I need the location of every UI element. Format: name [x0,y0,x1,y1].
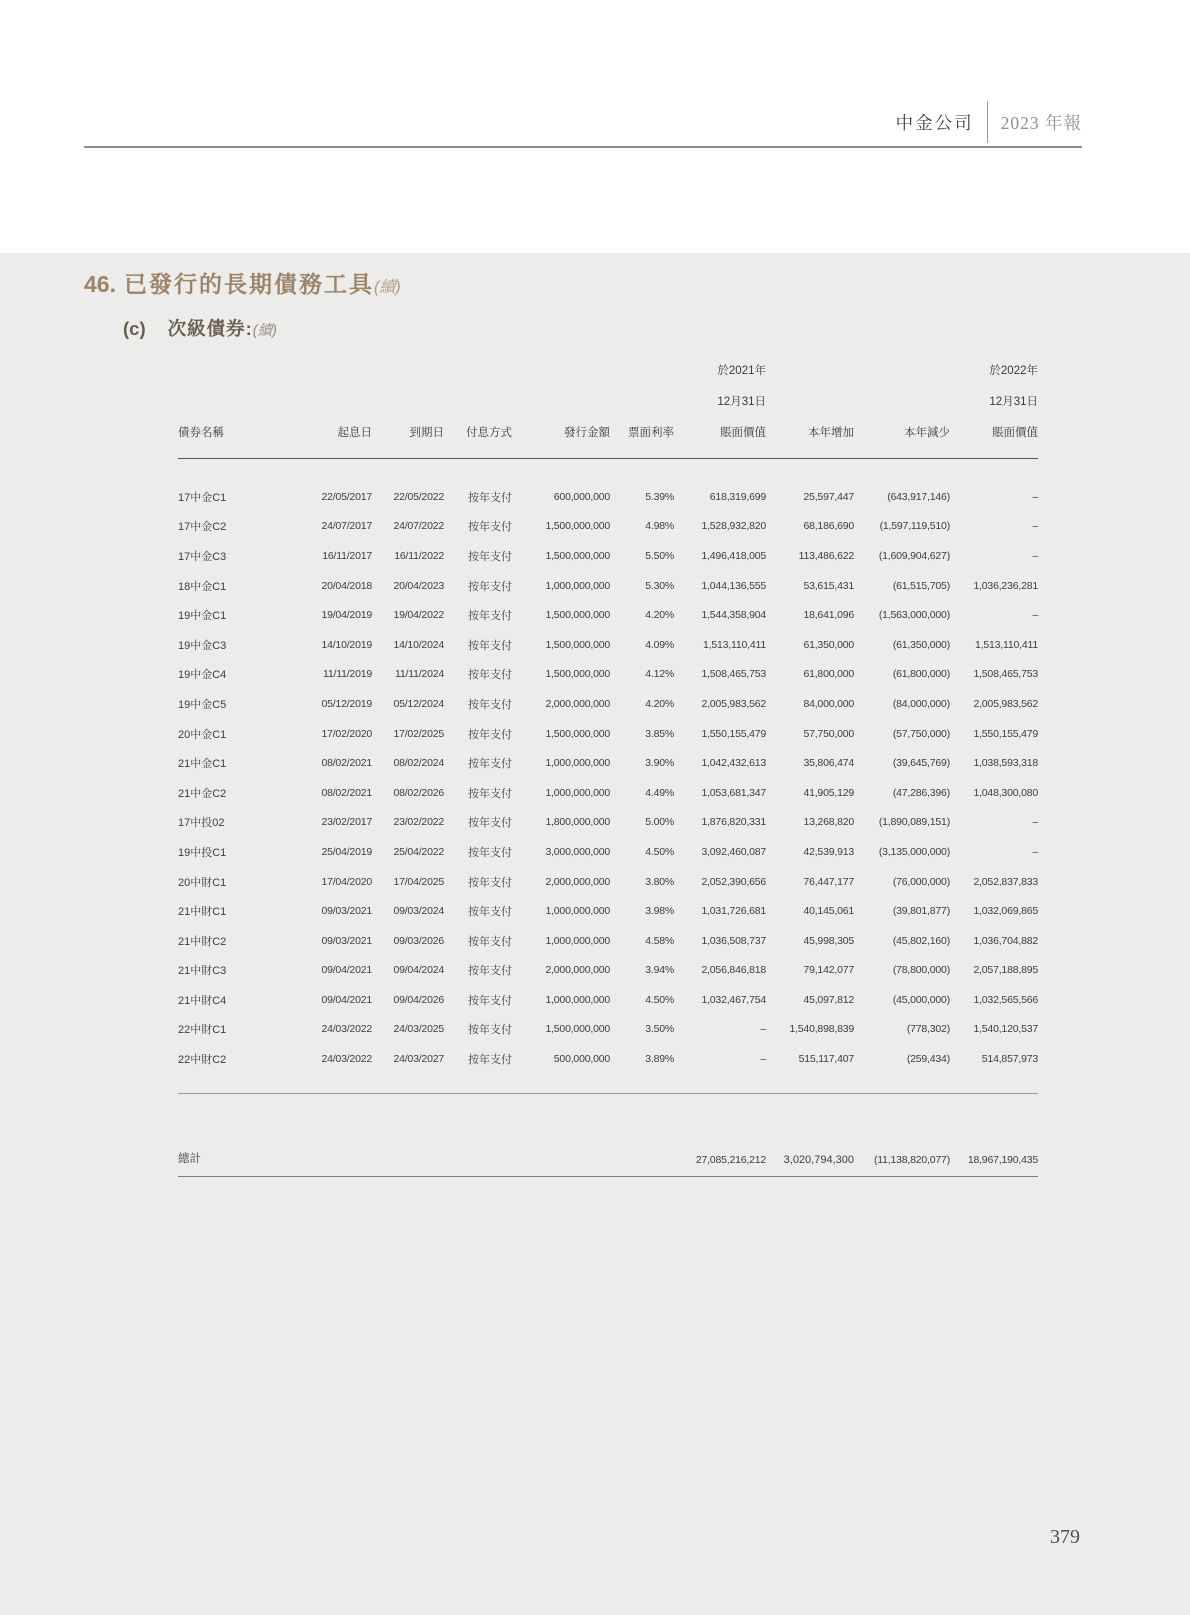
cell-pay_method: 按年支付 [468,758,512,771]
total-empty-cells [288,1093,674,1176]
company-name: 中金公司 [895,112,974,133]
cell-issue_amount: 1,000,000,000 [545,905,610,918]
cell-value_2021: 2,052,390,656 [701,875,766,888]
cell-maturity_date: 22/05/2022 [393,490,444,503]
total-decrease: (11,138,820,077) [854,1093,950,1176]
cell-issue_amount: 1,500,000,000 [545,520,610,533]
cell-coupon_rate: 3.80% [645,875,674,888]
table-header [178,356,1038,459]
cell-pay_method: 按年支付 [468,935,512,948]
cell-pay_method: 按年支付 [468,906,512,919]
col-header-bond-name: 債券名稱 [178,356,288,459]
cell-value_2022: 1,048,300,080 [973,786,1038,799]
cell-value_2022: 1,036,236,281 [973,579,1038,592]
cell-increase: 84,000,000 [803,697,854,710]
cell-value_2021: 1,508,465,753 [701,668,766,681]
cell-start_date: 17/02/2020 [321,727,372,740]
cell-value_2022: 2,005,983,562 [973,697,1038,710]
total-value-2022: 18,967,190,435 [950,1093,1038,1176]
bond-row [178,837,1038,867]
cell-pay_method: 按年支付 [468,787,512,800]
cell-decrease: (61,350,000) [892,638,950,651]
cell-maturity_date: 16/11/2022 [394,549,444,562]
cell-start_date: 17/04/2020 [321,875,372,888]
cell-coupon_rate: 4.20% [645,697,674,710]
cell-name: 17中金C2 [178,521,227,534]
cell-increase: 40,145,061 [803,905,854,918]
cell-value_2022: 1,550,155,479 [973,727,1038,740]
cell-increase: 53,615,431 [803,579,854,592]
cell-issue_amount: 1,000,000,000 [545,757,610,770]
cell-issue_amount: 500,000,000 [553,1053,610,1066]
section-title [84,266,401,299]
cell-value_2022: 2,052,837,833 [973,875,1038,888]
bond-row [178,482,1038,512]
col-header-increase: 本年增加 [766,356,854,459]
cell-maturity_date: 23/02/2022 [393,816,444,829]
bond-row [178,571,1038,601]
cell-name: 21中財C3 [178,965,227,978]
cell-value_2022: – [1032,609,1038,622]
cell-pay_method: 按年支付 [468,1054,512,1067]
cell-coupon_rate: 4.58% [645,934,674,947]
cell-issue_amount: 1,000,000,000 [545,934,610,947]
col-header-value-2021: 於2021年 12月31日 賬面價值 [674,356,766,459]
cell-coupon_rate: 3.89% [645,1053,674,1066]
cell-value_2022: 1,032,069,865 [973,905,1038,918]
cell-value_2021: 1,053,681,347 [701,786,766,799]
cell-name: 21中財C4 [178,994,227,1007]
cell-decrease: (39,801,877) [892,905,950,918]
cell-value_2022: 1,540,120,537 [973,1023,1038,1036]
cell-start_date: 22/05/2017 [321,490,372,503]
cell-coupon_rate: 3.90% [645,757,674,770]
cell-increase: 13,268,820 [803,816,854,829]
cell-coupon_rate: 3.98% [645,905,674,918]
cell-value_2022: 1,508,465,753 [973,668,1038,681]
cell-coupon_rate: 4.49% [645,786,674,799]
cell-value_2022: 1,032,565,566 [973,993,1038,1006]
cell-maturity_date: 19/04/2022 [393,609,444,622]
cell-pay_method: 按年支付 [468,491,512,504]
cell-pay_method: 按年支付 [468,550,512,563]
cell-value_2021: 1,032,467,754 [701,993,766,1006]
cell-issue_amount: 1,000,000,000 [545,786,610,799]
cell-coupon_rate: 3.85% [645,727,674,740]
cell-start_date: 09/03/2021 [321,905,372,918]
subordinated-bonds-table [178,356,1038,1177]
cell-start_date: 09/04/2021 [321,964,372,977]
cell-coupon_rate: 3.94% [645,964,674,977]
col-header-decrease: 本年減少 [854,356,950,459]
cell-increase: 45,097,812 [803,993,854,1006]
cell-decrease: (57,750,000) [892,727,950,740]
cell-name: 22中財C2 [178,1054,227,1067]
cell-name: 18中金C1 [178,580,227,593]
subsection-title [123,315,277,341]
cell-value_2021: 2,056,846,818 [701,964,766,977]
cell-maturity_date: 09/03/2024 [393,905,444,918]
cell-start_date: 20/04/2018 [321,579,372,592]
cell-value_2021: 1,528,932,820 [701,520,766,533]
cell-decrease: (61,515,705) [892,579,950,592]
cell-coupon_rate: 4.50% [645,845,674,858]
cell-increase: 35,806,474 [803,757,854,770]
cell-decrease: (1,563,000,000) [878,609,950,622]
total-row [178,1093,1038,1176]
bond-row [178,1044,1038,1074]
cell-coupon_rate: 5.30% [645,579,674,592]
cell-increase: 42,539,913 [803,845,854,858]
cell-value_2021: 1,876,820,331 [701,816,766,829]
cell-increase: 76,447,177 [803,875,854,888]
cell-issue_amount: 1,800,000,000 [545,816,610,829]
cell-issue_amount: 1,500,000,000 [545,727,610,740]
cell-issue_amount: 1,000,000,000 [545,579,610,592]
col-header-value-2022: 於2022年 12月31日 賬面價值 [950,356,1038,459]
cell-name: 21中金C1 [178,758,227,771]
cell-pay_method: 按年支付 [468,876,512,889]
cell-start_date: 09/04/2021 [321,993,372,1006]
col-header-pay-method: 付息方式 [444,356,512,459]
cell-start_date: 24/03/2022 [321,1053,372,1066]
cell-value_2021: – [760,1053,766,1066]
cell-coupon_rate: 4.20% [645,609,674,622]
cell-increase: 113,486,622 [798,549,854,562]
cell-name: 21中財C1 [178,906,227,919]
table-body [178,459,1038,1094]
cell-pay_method: 按年支付 [468,1024,512,1037]
cell-maturity_date: 09/03/2026 [393,934,444,947]
subsection-continued-label: (續) [252,323,277,339]
cell-issue_amount: 1,500,000,000 [545,1023,610,1036]
cell-decrease: (1,609,904,627) [878,549,950,562]
cell-coupon_rate: 5.50% [645,549,674,562]
cell-pay_method: 按年支付 [468,521,512,534]
cell-coupon_rate: 4.50% [645,993,674,1006]
cell-maturity_date: 11/11/2024 [395,668,444,681]
cell-value_2022: – [1032,549,1038,562]
subsection-title-text: 次級債券: [167,318,253,339]
cell-pay_method: 按年支付 [468,817,512,830]
cell-value_2021: 2,005,983,562 [701,697,766,710]
cell-decrease: (1,597,119,510) [879,520,950,533]
page-number: 379 [1050,1526,1080,1548]
cell-start_date: 05/12/2019 [321,697,372,710]
cell-decrease: (45,802,160) [892,934,950,947]
cell-pay_method: 按年支付 [468,639,512,652]
cell-issue_amount: 3,000,000,000 [545,845,610,858]
cell-pay_method: 按年支付 [468,669,512,682]
cell-name: 17中投02 [178,817,225,830]
cell-increase: 68,186,690 [803,520,854,533]
cell-maturity_date: 17/02/2025 [393,727,444,740]
bond-row [178,689,1038,719]
bond-row [178,512,1038,542]
cell-value_2021: 1,544,358,904 [701,609,766,622]
report-year: 2023 年報 [1000,112,1082,133]
cell-start_date: 14/10/2019 [321,638,372,651]
cell-start_date: 08/02/2021 [321,757,372,770]
cell-decrease: (3,135,000,000) [878,845,950,858]
cell-issue_amount: 1,500,000,000 [545,638,610,651]
cell-decrease: (39,645,769) [892,757,950,770]
total-value-2021: 27,085,216,212 [674,1093,766,1176]
bond-row [178,867,1038,897]
cell-issue_amount: 1,500,000,000 [545,668,610,681]
spacer-row [178,1074,1038,1094]
cell-increase: 79,142,077 [803,964,854,977]
cell-start_date: 24/03/2022 [321,1023,372,1036]
cell-increase: 45,998,305 [803,934,854,947]
col-header-start-date: 起息日 [288,356,372,459]
bond-row [178,778,1038,808]
cell-maturity_date: 17/04/2025 [393,875,444,888]
cell-decrease: (259,434) [906,1053,950,1066]
bond-row [178,660,1038,690]
cell-pay_method: 按年支付 [468,728,512,741]
bond-row [178,985,1038,1015]
cell-value_2022: – [1032,490,1038,503]
cell-name: 21中金C2 [178,787,227,800]
header-divider [987,101,988,143]
cell-decrease: (778,302) [906,1023,950,1036]
cell-value_2021: 3,092,460,087 [701,845,766,858]
cell-start_date: 16/11/2017 [322,549,372,562]
cell-start_date: 11/11/2019 [323,668,372,681]
cell-name: 22中財C1 [178,1024,227,1037]
cell-increase: 41,905,129 [803,786,854,799]
cell-decrease: (45,000,000) [892,993,950,1006]
section-title-text: 已發行的長期債務工具 [123,271,374,297]
cell-issue_amount: 2,000,000,000 [545,697,610,710]
cell-value_2021: 1,496,418,005 [701,549,766,562]
total-label: 總計 [178,1093,288,1176]
cell-value_2022: 514,857,973 [981,1053,1038,1066]
cell-coupon_rate: 5.39% [645,490,674,503]
cell-name: 19中金C4 [178,669,227,682]
cell-value_2022: 2,057,188,895 [973,964,1038,977]
cell-coupon_rate: 5.00% [645,816,674,829]
bond-row [178,896,1038,926]
cell-issue_amount: 600,000,000 [553,490,610,503]
cell-maturity_date: 08/02/2024 [393,757,444,770]
bond-row [178,541,1038,571]
cell-name: 19中金C1 [178,610,227,623]
cell-maturity_date: 08/02/2026 [393,786,444,799]
cell-start_date: 24/07/2017 [321,520,372,533]
cell-value_2021: 1,513,110,411 [703,638,766,651]
section-continued-label: (續) [373,279,401,296]
cell-name: 19中金C5 [178,698,227,711]
cell-name: 17中金C1 [178,491,227,504]
cell-increase: 61,800,000 [803,668,854,681]
cell-increase: 57,750,000 [803,727,854,740]
cell-value_2021: 1,042,432,613 [701,757,766,770]
cell-pay_method: 按年支付 [468,698,512,711]
cell-increase: 18,641,096 [803,609,854,622]
cell-maturity_date: 09/04/2026 [393,993,444,1006]
cell-coupon_rate: 3.50% [645,1023,674,1036]
total-increase: 3,020,794,300 [766,1093,854,1176]
cell-decrease: (61,800,000) [892,668,950,681]
cell-name: 21中財C2 [178,935,227,948]
table-footer [178,1093,1038,1176]
cell-issue_amount: 2,000,000,000 [545,964,610,977]
cell-coupon_rate: 4.12% [645,668,674,681]
bond-row [178,926,1038,956]
cell-pay_method: 按年支付 [468,846,512,859]
bond-row [178,630,1038,660]
cell-decrease: (643,917,146) [887,490,950,503]
cell-value_2022: – [1032,520,1038,533]
cell-decrease: (84,000,000) [892,697,950,710]
section-number: 46. [84,271,116,297]
cell-maturity_date: 05/12/2024 [393,697,444,710]
page-header [896,101,1082,143]
cell-value_2021: 1,550,155,479 [701,727,766,740]
cell-coupon_rate: 4.09% [645,638,674,651]
cell-decrease: (47,286,396) [892,786,950,799]
cell-value_2022: – [1032,816,1038,829]
cell-decrease: (1,890,089,151) [878,816,950,829]
header-rule [84,146,1082,148]
cell-maturity_date: 25/04/2022 [393,845,444,858]
cell-maturity_date: 24/07/2022 [393,520,444,533]
cell-increase: 61,350,000 [803,638,854,651]
cell-name: 20中財C1 [178,876,227,889]
cell-value_2022: – [1032,845,1038,858]
cell-increase: 1,540,898,839 [789,1023,854,1036]
cell-maturity_date: 14/10/2024 [393,638,444,651]
cell-increase: 515,117,407 [798,1053,854,1066]
cell-value_2021: 1,036,508,737 [701,934,766,947]
cell-name: 19中金C3 [178,639,227,652]
bond-row [178,600,1038,630]
cell-increase: 25,597,447 [803,490,854,503]
cell-maturity_date: 24/03/2027 [393,1053,444,1066]
subsection-letter: (c) [123,318,146,339]
cell-name: 17中金C3 [178,550,227,563]
cell-value_2021: 618,319,699 [709,490,766,503]
cell-value_2021: 1,044,136,555 [701,579,766,592]
cell-issue_amount: 1,500,000,000 [545,549,610,562]
cell-value_2022: 1,036,704,882 [973,934,1038,947]
cell-name: 19中投C1 [178,846,227,859]
cell-value_2021: – [760,1023,766,1036]
bond-row [178,748,1038,778]
cell-pay_method: 按年支付 [468,994,512,1007]
col-header-issue-amount: 發行金額 [512,356,610,459]
cell-start_date: 23/02/2017 [321,816,372,829]
cell-value_2022: 1,513,110,411 [975,638,1038,651]
spacer-row [178,459,1038,483]
col-header-coupon-rate: 票面利率 [610,356,674,459]
col-header-maturity-date: 到期日 [372,356,444,459]
cell-issue_amount: 2,000,000,000 [545,875,610,888]
cell-pay_method: 按年支付 [468,965,512,978]
cell-issue_amount: 1,000,000,000 [545,993,610,1006]
cell-name: 20中金C1 [178,728,227,741]
bond-row [178,1015,1038,1045]
cell-decrease: (76,000,000) [892,875,950,888]
cell-coupon_rate: 4.98% [645,520,674,533]
cell-start_date: 09/03/2021 [321,934,372,947]
cell-pay_method: 按年支付 [468,580,512,593]
cell-maturity_date: 24/03/2025 [393,1023,444,1036]
cell-start_date: 25/04/2019 [321,845,372,858]
bond-row [178,808,1038,838]
cell-value_2021: 1,031,726,681 [701,905,766,918]
bond-row [178,719,1038,749]
cell-start_date: 19/04/2019 [321,609,372,622]
cell-decrease: (78,800,000) [892,964,950,977]
cell-start_date: 08/02/2021 [321,786,372,799]
cell-maturity_date: 09/04/2024 [393,964,444,977]
cell-pay_method: 按年支付 [468,610,512,623]
cell-issue_amount: 1,500,000,000 [545,609,610,622]
bond-row [178,956,1038,986]
cell-value_2022: 1,038,593,318 [973,757,1038,770]
cell-maturity_date: 20/04/2023 [393,579,444,592]
